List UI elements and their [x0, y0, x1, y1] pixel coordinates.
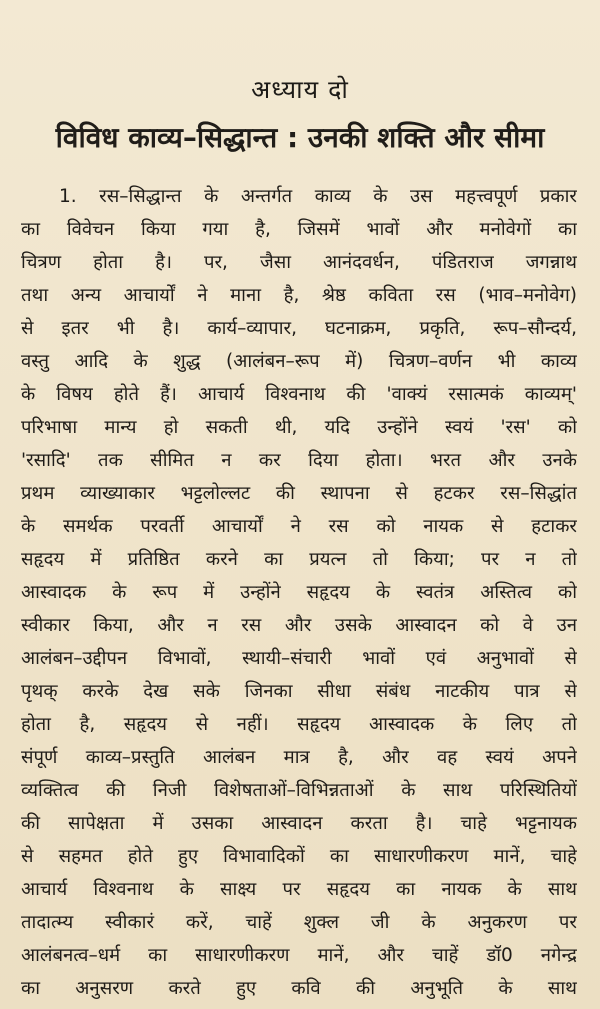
text-line: परिभाषा मान्य हो सकती थी, यदि उन्होंने स्वयं 'रस' को: [21, 417, 577, 438]
text-line: पृथक् करके देख सके जिनका सीधा संबंध नाटकीय पात्र से: [21, 681, 577, 702]
text-line: स्वीकार किया, और न रस और उसके आस्वादन को वे उन: [21, 615, 577, 636]
text-line: तथा अन्य आचार्यों ने माना है, श्रेष्ठ कविता रस (भाव–मनोवेग): [21, 285, 577, 306]
text-line: प्रथम व्याख्याकार भट्टलोल्लट की स्थापना से हटकर रस–सिद्धांत: [21, 483, 577, 504]
text-line: व्यक्तित्व की निजी विशेषताओं–विभिन्नताओं के साथ परिस्थितियों: [21, 780, 577, 801]
text-line: सहृदय में प्रतिष्ठित करने का प्रयत्न तो किया; पर न तो: [21, 549, 577, 570]
text-line: से सहमत होते हुए विभावादिकों का साधारणीकरण मानें, चाहे: [21, 846, 577, 867]
body-text: [21, 180, 577, 1005]
chapter-label: अध्याय दो: [251, 75, 349, 104]
text-line: का विवेचन किया गया है, जिसमें भावों और मनोवेगों का: [21, 219, 577, 240]
text-line: चित्रण होता है। पर, जैसा आनंदवर्धन, पंडितराज जगन्नाथ: [21, 252, 577, 273]
text-line: की सापेक्षता में उसका आस्वादन करता है। चाहे भट्टनायक: [21, 813, 577, 834]
text-line: का अनुसरण करते हुए कवि की अनुभूति के साथ: [21, 978, 577, 999]
text-line: आस्वादक के रूप में उन्होंने सहृदय के स्वतंत्र अस्तित्व को: [21, 582, 577, 603]
text-line: आलंबन–उद्दीपन विभावों, स्थायी–संचारी भावों एवं अनुभावों से: [21, 648, 577, 669]
text-line: वस्तु आदि के शुद्ध (आलंबन–रूप में) चित्रण–वर्णन भी काव्य: [21, 351, 577, 372]
text-line: होता है, सहृदय से नहीं। सहृदय आस्वादक के लिए तो: [21, 714, 577, 735]
text-line: संपूर्ण काव्य–प्रस्तुति आलंबन मात्र है, और वह स्वयं अपने: [21, 747, 577, 768]
chapter-title: विविध काव्य–सिद्धान्त : उनकी शक्ति और सीमा: [55, 121, 545, 154]
text-line: तादात्म्य स्वीकारं करें, चाहें शुक्ल जी के अनुकरण पर: [21, 912, 577, 933]
text-line: 'रसादि' तक सीमित न कर दिया होता। भरत और उनके: [21, 450, 577, 471]
text-line: के विषय होते हैं। आचार्य विश्वनाथ की 'वाक्यं रसात्मकं काव्यम्': [21, 384, 577, 405]
text-line: आलंबनत्व–धर्म का साधारणीकरण मानें, और चाहें डॉ0 नगेन्द्र: [21, 945, 577, 966]
text-line: आचार्य विश्वनाथ के साक्ष्य पर सहृदय का नायक के साथ: [21, 879, 577, 900]
text-line: से इतर भी है। कार्य–व्यापार, घटनाक्रम, प्रकृति, रूप–सौन्दर्य,: [21, 318, 577, 339]
text-line: 1. रस–सिद्धान्त के अन्तर्गत काव्य के उस महत्त्वपूर्ण प्रकार: [59, 186, 577, 207]
text-line: के समर्थक परवर्ती आचार्यों ने रस को नायक से हटाकर: [21, 516, 577, 537]
